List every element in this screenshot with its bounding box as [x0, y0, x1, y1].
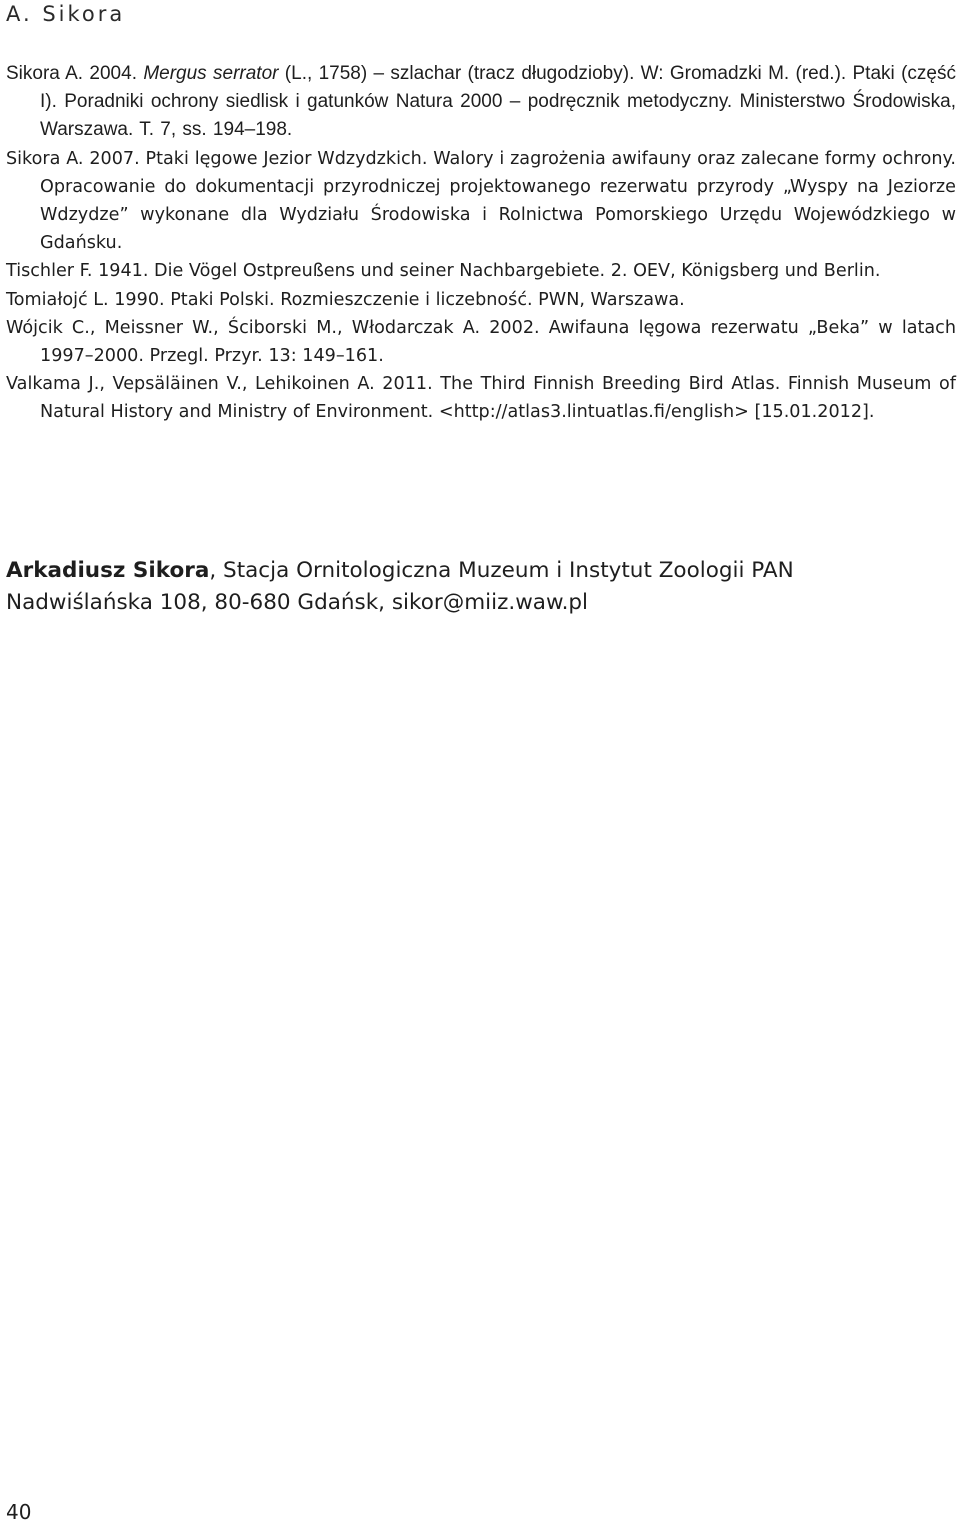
reference-author-year: Sikora A. 2004.	[6, 63, 144, 84]
author-address: Nadwiślańska 108, 80-680 Gdańsk, sikor@miiz.waw.pl	[6, 590, 589, 615]
reference-item: Sikora A. 2007. Ptaki lęgowe Jezior Wdzydzkich. Walory i zagrożenia awifauny oraz zalecane formy ochrony. Opracowanie do dokumentacji przyrodniczej projektowanego rezerwatu przyrody „Wyspy na Jeziorze Wdzydze” wykonane dla Wydziału Środowiska i Rolnictwa Pomorskiego Urzędu Wojewódzkiego w Gdańsku.	[6, 148, 956, 254]
reference-item: Tomiałojć L. 1990. Ptaki Polski. Rozmieszczenie i liczebność. PWN, Warszawa.	[6, 289, 685, 310]
running-header: A. Sikora	[6, 2, 126, 26]
author-institution: , Stacja Ornitologiczna Muzeum i Instytut Zoologii PAN	[209, 558, 794, 583]
references-list	[6, 60, 956, 427]
page-number: 40	[6, 1500, 32, 1524]
reference-item: Tischler F. 1941. Die Vögel Ostpreußens und seiner Nachbargebiete. 2. OEV, Königsberg und Berlin.	[6, 261, 881, 282]
reference-species-name: Mergus serrator	[143, 63, 279, 84]
author-line-1	[6, 555, 956, 587]
reference-rest: (L., 1758) – szlachar (tracz długodzioby). W: Gromadzki M. (red.). Ptaki (część I). Poradniki ochrony siedlisk i gatunków Natura 2000 – podręcznik metodyczny. Ministerstwo Środowiska, Warszawa. T. 7, ss. 194–198.	[40, 63, 956, 141]
reference-item: Wójcik C., Meissner W., Ściborski M., Włodarczak A. 2002. Awifauna lęgowa rezerwatu „Beka” w latach 1997–2000. Przegl. Przyr. 13: 149–161.	[6, 317, 956, 367]
author-affiliation	[6, 555, 956, 619]
reference-item: Valkama J., Vepsäläinen V., Lehikoinen A. 2011. The Third Finnish Breeding Bird Atlas. Finnish Museum of Natural History and Ministry of Environment. <http://atlas3.lintuatlas.fi/english> [15.01.2012].	[6, 374, 956, 423]
author-name: Arkadiusz Sikora	[6, 558, 210, 583]
reference-item	[6, 60, 956, 145]
